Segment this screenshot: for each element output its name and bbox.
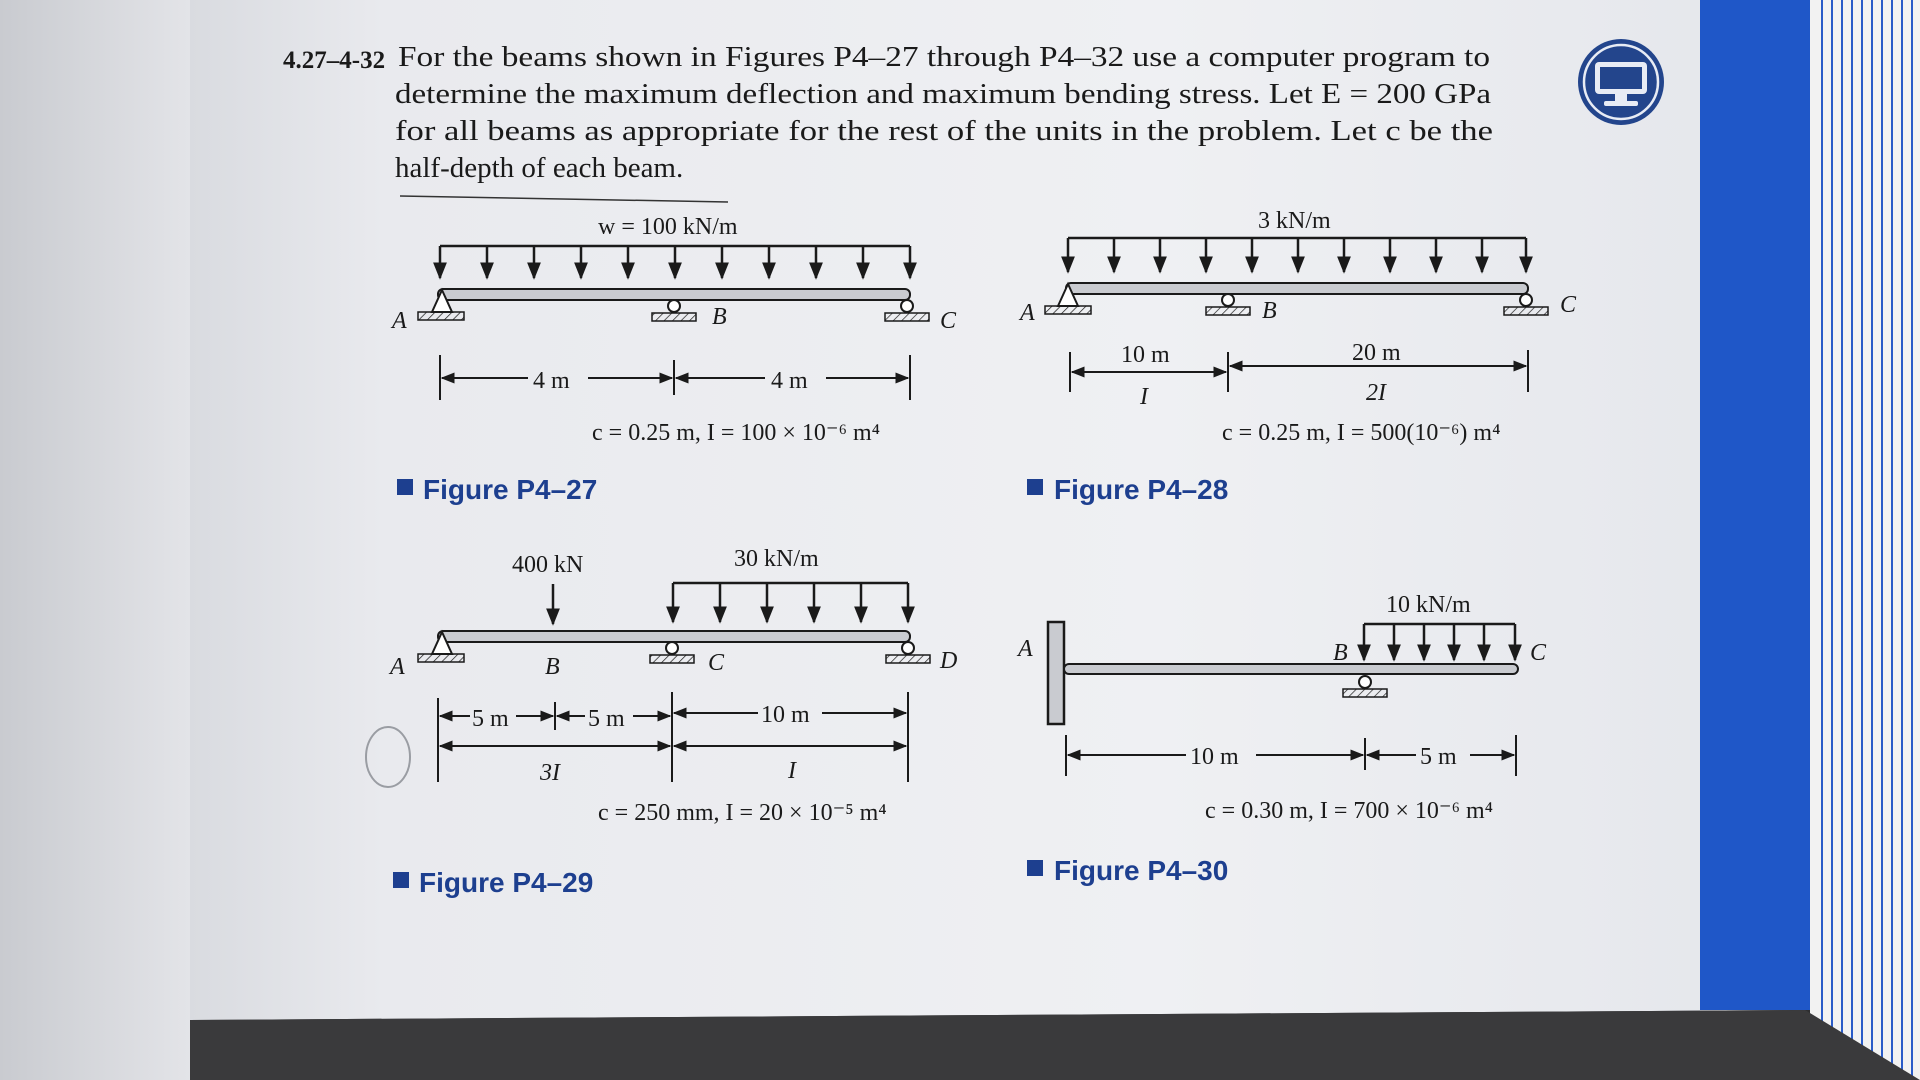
dim-label-1: 4 m [533, 368, 570, 394]
point-load-label: 400 kN [512, 552, 584, 578]
fixed-wall [1048, 622, 1064, 724]
section-properties: c = 250 mm, I = 20 × 10⁻⁵ m⁴ [598, 800, 887, 826]
inertia-label-1: I [1140, 384, 1148, 410]
beam [1066, 283, 1528, 294]
section-properties: c = 0.30 m, I = 700 × 10⁻⁶ m⁴ [1205, 798, 1493, 824]
figure-caption: Figure P4–30 [1054, 855, 1229, 886]
dim-label-1: 10 m [1121, 342, 1170, 368]
section-properties: c = 0.25 m, I = 500(10⁻⁶) m⁴ [1222, 420, 1501, 446]
dim-label-2: 20 m [1352, 340, 1401, 366]
label-a: A [1018, 636, 1033, 662]
problem-line-2: determine the maximum deflection and maximum bending stress. Let E = 200 GPa [395, 78, 1492, 110]
problem-line-4: half-depth of each beam. [395, 152, 684, 184]
label-b: B [545, 654, 560, 680]
load-label: 3 kN/m [1258, 208, 1331, 234]
label-a: A [392, 308, 407, 334]
label-c: C [1530, 640, 1547, 666]
problem-number: 4.27–4-32 [283, 47, 386, 74]
problem-line-1: For the beams shown in Figures P4–27 through P4–32 use a computer program to [398, 41, 1490, 73]
label-d: D [940, 648, 958, 674]
label-c: C [940, 308, 957, 334]
label-c: C [708, 650, 725, 676]
inertia-label-2: 2I [1366, 380, 1386, 406]
load-label: 10 kN/m [1386, 592, 1471, 618]
caption-square-icon [1027, 860, 1043, 876]
label-c: C [1560, 292, 1577, 318]
left-page [0, 0, 190, 1080]
beam [438, 631, 910, 642]
dim-label-3: 10 m [761, 702, 810, 728]
section-properties: c = 0.25 m, I = 100 × 10⁻⁶ m⁴ [592, 420, 880, 446]
computer-monitor-icon [1578, 39, 1664, 125]
load-label: w = 100 kN/m [598, 214, 738, 240]
caption-square-icon [1027, 479, 1043, 495]
label-a: A [1020, 300, 1035, 326]
dim-label-1: 10 m [1190, 744, 1239, 770]
label-b: B [1262, 298, 1277, 324]
dim-label-2: 5 m [1420, 744, 1457, 770]
label-a: A [390, 654, 405, 680]
dim-label-2: 4 m [771, 368, 808, 394]
caption-square-icon [397, 479, 413, 495]
inertia-label-1: 3I [540, 760, 560, 786]
beam [1064, 664, 1518, 674]
label-b: B [1333, 640, 1348, 666]
problem-line-3: for all beams as appropriate for the rest of the units in the problem. Let c be the [395, 115, 1493, 147]
figure-caption: Figure P4–29 [419, 867, 594, 898]
beam [438, 289, 910, 300]
dist-load-label: 30 kN/m [734, 546, 819, 572]
figure-caption: Figure P4–27 [423, 474, 598, 505]
dim-label-2: 5 m [588, 706, 625, 732]
figure-caption: Figure P4–28 [1054, 474, 1229, 505]
inertia-label-2: I [788, 758, 796, 784]
dim-label-1: 5 m [472, 706, 509, 732]
caption-square-icon [393, 872, 409, 888]
label-b: B [712, 304, 727, 330]
